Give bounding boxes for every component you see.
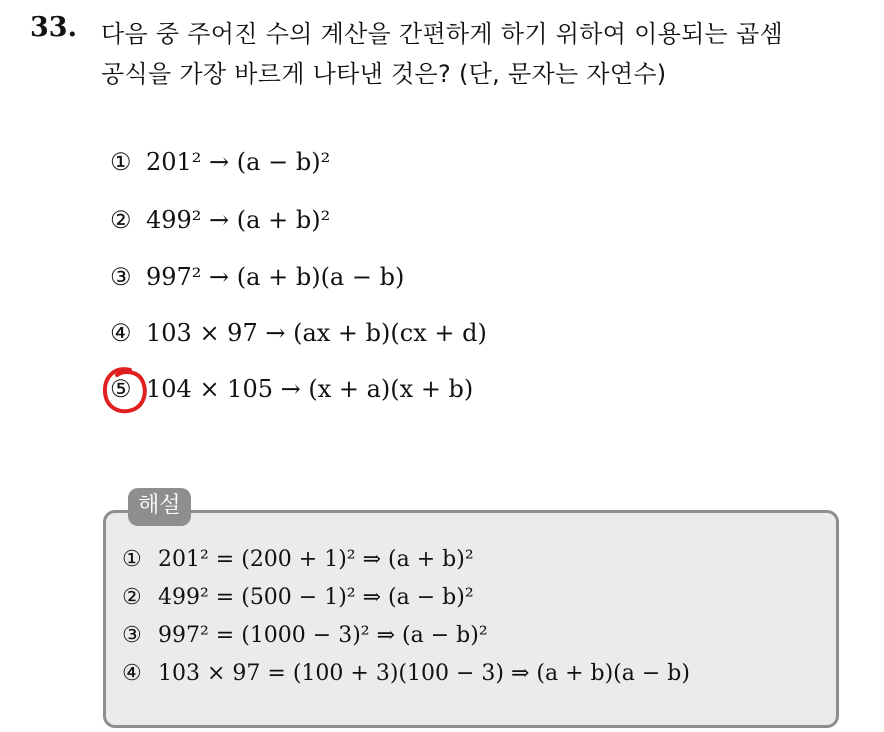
choice-expression: 499² → (a + b)² bbox=[146, 206, 331, 234]
solution-marker: ④ bbox=[122, 661, 142, 686]
solution-tag: 해설 bbox=[128, 488, 191, 526]
choice-2[interactable] bbox=[110, 203, 330, 237]
solution-line-1 bbox=[122, 544, 474, 576]
choice-expression: 103 × 97 → (ax + b)(cx + d) bbox=[146, 319, 487, 347]
question-line-1: 다음 중 주어진 수의 계산을 간편하게 하기 위하여 이용되는 곱셈 bbox=[101, 20, 783, 48]
choice-5[interactable] bbox=[110, 372, 473, 406]
solution-expression: 997² = (1000 − 3)² ⇒ (a − b)² bbox=[158, 623, 488, 648]
question-number: 33. bbox=[30, 12, 77, 43]
solution-marker: ② bbox=[122, 585, 142, 610]
choice-4[interactable] bbox=[110, 316, 487, 350]
choice-marker: ③ bbox=[110, 263, 132, 291]
question-text bbox=[101, 14, 871, 94]
choice-marker: ① bbox=[110, 148, 132, 176]
choice-marker: ④ bbox=[110, 319, 132, 347]
choice-1[interactable] bbox=[110, 145, 330, 179]
solution-expression: 499² = (500 − 1)² ⇒ (a − b)² bbox=[158, 585, 474, 610]
solution-marker: ① bbox=[122, 547, 142, 572]
solution-box bbox=[103, 510, 839, 728]
solution-line-3 bbox=[122, 620, 488, 652]
choice-marker: ⑤ bbox=[110, 375, 132, 403]
solution-line-2 bbox=[122, 582, 474, 614]
solution-marker: ③ bbox=[122, 623, 142, 648]
choice-expression: 201² → (a − b)² bbox=[146, 148, 331, 176]
solution-expression: 103 × 97 = (100 + 3)(100 − 3) ⇒ (a + b)(a − b) bbox=[158, 661, 690, 686]
choice-expression: 104 × 105 → (x + a)(x + b) bbox=[146, 375, 474, 403]
solution-expression: 201² = (200 + 1)² ⇒ (a + b)² bbox=[158, 547, 474, 572]
solution-line-4 bbox=[122, 658, 690, 690]
choice-expression: 997² → (a + b)(a − b) bbox=[146, 263, 405, 291]
choice-3[interactable] bbox=[110, 260, 404, 294]
answer-mark-circle-icon bbox=[100, 364, 152, 420]
choice-marker: ② bbox=[110, 206, 132, 234]
question-line-2: 공식을 가장 바르게 나타낸 것은? (단, 문자는 자연수) bbox=[101, 60, 667, 88]
